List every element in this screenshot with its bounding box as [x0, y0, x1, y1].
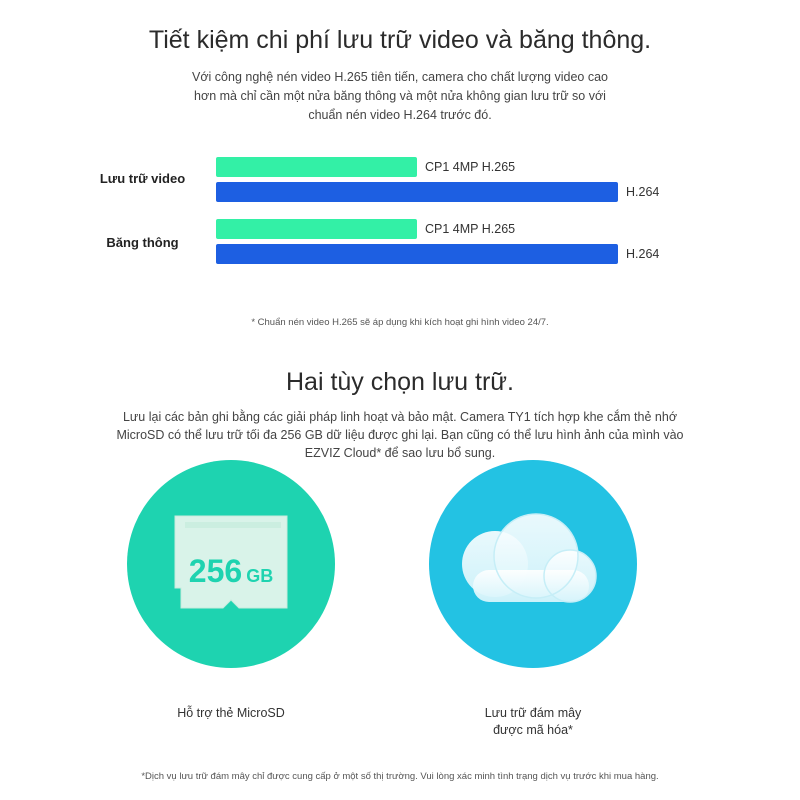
- bar-video-storage-h265: [216, 157, 417, 177]
- chart-category-bandwidth: Băng thông: [106, 235, 179, 250]
- chart-category-video-storage: Lưu trữ video: [99, 171, 186, 186]
- microsd-circle: [127, 460, 335, 668]
- section-description-h265: Với công nghệ nén video H.265 tiên tiến, camera cho chất lượng video cao hơn mà chỉ cần một nửa băng thông và một nửa không gian lưu trữ so với chuẩn nén video H.264 trước đó.: [192, 70, 608, 122]
- cloud-icon: [429, 460, 637, 668]
- cloud-label-line2: được mã hóa*: [493, 723, 573, 737]
- footnote-cloud: *Dịch vụ lưu trữ đám mây chỉ được cung cấp ở một số thị trường. Vui lòng xác minh tình trạng dịch vụ trước khi mua hàng.: [141, 771, 659, 782]
- cloud-label-line1: Lưu trữ đám mây: [484, 706, 582, 720]
- bar-label-video-storage-h264: H.264: [626, 185, 660, 199]
- comparison-chart: [0, 0, 800, 300]
- bar-label-bandwidth-h264: H.264: [626, 247, 660, 261]
- section-title-storage-savings: Tiết kiệm chi phí lưu trữ video và băng thông.: [148, 26, 652, 54]
- bar-label-video-storage-h265: CP1 4MP H.265: [425, 160, 516, 174]
- bar-label-bandwidth-h265: CP1 4MP H.265: [425, 222, 516, 236]
- microsd-card-icon: [127, 460, 335, 668]
- cloud-circle: [429, 460, 637, 668]
- bar-bandwidth-h264: [216, 244, 618, 264]
- bar-video-storage-h264: [216, 182, 618, 202]
- microsd-capacity: 256: [188, 553, 243, 589]
- microsd-label: Hỗ trợ thẻ MicroSD: [177, 706, 285, 720]
- cloud-label: [429, 705, 637, 739]
- microsd-unit: GB: [246, 566, 274, 586]
- section-title-storage-options: Hai tùy chọn lưu trữ.: [285, 368, 514, 396]
- section-description-storage-options: Lưu lại các bản ghi bằng các giải pháp linh hoạt và bảo mật. Camera TY1 tích hợp khe cắm thẻ nhớ MicroSD có thể lưu trữ tối đa 256 GB dữ liệu được ghi lại. Bạn cũng có thể lưu hình ảnh của mình vào EZVIZ Cloud* để sao lưu bổ sung.: [116, 410, 684, 460]
- bar-bandwidth-h265: [216, 219, 417, 239]
- footnote-h265: * Chuẩn nén video H.265 sẽ áp dụng khi kích hoạt ghi hình video 24/7.: [251, 317, 549, 328]
